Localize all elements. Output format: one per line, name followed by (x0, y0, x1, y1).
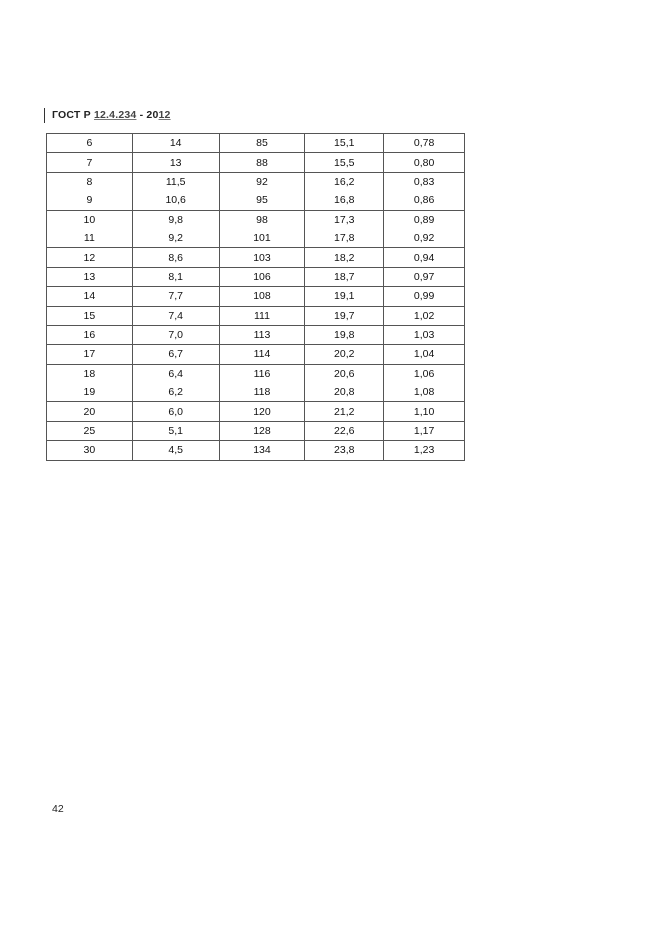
table-row (47, 325, 465, 344)
table-cell: 114 (219, 345, 305, 364)
table-cell: 6,2 (132, 383, 219, 402)
table-row (47, 364, 465, 383)
table-row (47, 191, 465, 210)
table-cell: 9,8 (132, 210, 219, 229)
table-cell: 113 (219, 325, 305, 344)
table-cell: 0,78 (384, 134, 465, 153)
table-cell: 30 (47, 441, 133, 460)
standard-year-b: 12 (158, 109, 171, 121)
table-cell: 116 (219, 364, 305, 383)
table-row (47, 306, 465, 325)
table-cell: 13 (132, 153, 219, 172)
table-cell: 1,17 (384, 421, 465, 440)
table-row (47, 383, 465, 402)
standard-designation (52, 109, 171, 121)
table-cell: 15,1 (305, 134, 384, 153)
table-cell: 0,92 (384, 229, 465, 248)
table-cell: 88 (219, 153, 305, 172)
data-table-body (47, 134, 465, 461)
table-cell: 17 (47, 345, 133, 364)
table-cell: 10,6 (132, 191, 219, 210)
standard-year-a: 20 (146, 109, 159, 121)
table-cell: 7 (47, 153, 133, 172)
table-cell: 0,86 (384, 191, 465, 210)
table-cell: 106 (219, 267, 305, 286)
standard-number: 12.4.234 (93, 109, 137, 121)
table-row (47, 172, 465, 191)
table-cell: 6 (47, 134, 133, 153)
table-cell: 1,02 (384, 306, 465, 325)
header-margin-bar (44, 108, 45, 123)
table-cell: 20,6 (305, 364, 384, 383)
table-cell: 16,8 (305, 191, 384, 210)
table-cell: 15 (47, 306, 133, 325)
table-cell: 134 (219, 441, 305, 460)
table-cell: 128 (219, 421, 305, 440)
table-cell: 20,8 (305, 383, 384, 402)
table-cell: 16,2 (305, 172, 384, 191)
table-cell: 17,3 (305, 210, 384, 229)
table-row (47, 421, 465, 440)
table-cell: 19,1 (305, 287, 384, 306)
table-cell: 18 (47, 364, 133, 383)
table-cell: 1,23 (384, 441, 465, 460)
table-cell: 0,97 (384, 267, 465, 286)
table-cell: 9,2 (132, 229, 219, 248)
table-cell: 1,08 (384, 383, 465, 402)
table-cell: 5,1 (132, 421, 219, 440)
table-cell: 6,0 (132, 402, 219, 421)
table-row (47, 134, 465, 153)
table-cell: 0,94 (384, 248, 465, 267)
table-cell: 0,83 (384, 172, 465, 191)
table-cell: 11 (47, 229, 133, 248)
table-row (47, 229, 465, 248)
table-cell: 14 (47, 287, 133, 306)
standard-prefix: ГОСТ Р (52, 109, 91, 121)
table-cell: 118 (219, 383, 305, 402)
table-row (47, 153, 465, 172)
table-row (47, 402, 465, 421)
table-cell: 20 (47, 402, 133, 421)
table-cell: 0,80 (384, 153, 465, 172)
table-cell: 98 (219, 210, 305, 229)
table-cell: 0,99 (384, 287, 465, 306)
table-cell: 1,03 (384, 325, 465, 344)
table-cell: 111 (219, 306, 305, 325)
table-cell: 101 (219, 229, 305, 248)
table-cell: 18,2 (305, 248, 384, 267)
table-cell: 7,7 (132, 287, 219, 306)
table-cell: 92 (219, 172, 305, 191)
table-cell: 6,7 (132, 345, 219, 364)
table-row (47, 210, 465, 229)
table-cell: 6,4 (132, 364, 219, 383)
table-cell: 1,04 (384, 345, 465, 364)
data-table (46, 133, 465, 461)
table-cell: 1,06 (384, 364, 465, 383)
table-row (47, 345, 465, 364)
table-row (47, 441, 465, 460)
table-cell: 85 (219, 134, 305, 153)
table-cell: 19,8 (305, 325, 384, 344)
table-row (47, 267, 465, 286)
table-cell: 10 (47, 210, 133, 229)
table-cell: 108 (219, 287, 305, 306)
table-cell: 14 (132, 134, 219, 153)
table-cell: 8,6 (132, 248, 219, 267)
table-cell: 20,2 (305, 345, 384, 364)
table-cell: 95 (219, 191, 305, 210)
table-cell: 17,8 (305, 229, 384, 248)
table-cell: 11,5 (132, 172, 219, 191)
table-cell: 19,7 (305, 306, 384, 325)
table-cell: 8,1 (132, 267, 219, 286)
table-cell: 8 (47, 172, 133, 191)
table-cell: 25 (47, 421, 133, 440)
page-number: 42 (52, 803, 64, 815)
table-cell: 15,5 (305, 153, 384, 172)
table-cell: 23,8 (305, 441, 384, 460)
table-cell: 120 (219, 402, 305, 421)
table-cell: 1,10 (384, 402, 465, 421)
table-row (47, 287, 465, 306)
table-cell: 103 (219, 248, 305, 267)
table-row (47, 248, 465, 267)
table-cell: 16 (47, 325, 133, 344)
table-cell: 4,5 (132, 441, 219, 460)
table-cell: 18,7 (305, 267, 384, 286)
document-header (44, 107, 171, 123)
table-cell: 0,89 (384, 210, 465, 229)
standard-separator: - (139, 109, 144, 121)
table-cell: 22,6 (305, 421, 384, 440)
table-cell: 21,2 (305, 402, 384, 421)
table-cell: 7,4 (132, 306, 219, 325)
table-cell: 19 (47, 383, 133, 402)
table-cell: 13 (47, 267, 133, 286)
table-cell: 12 (47, 248, 133, 267)
table-cell: 7,0 (132, 325, 219, 344)
table-cell: 9 (47, 191, 133, 210)
